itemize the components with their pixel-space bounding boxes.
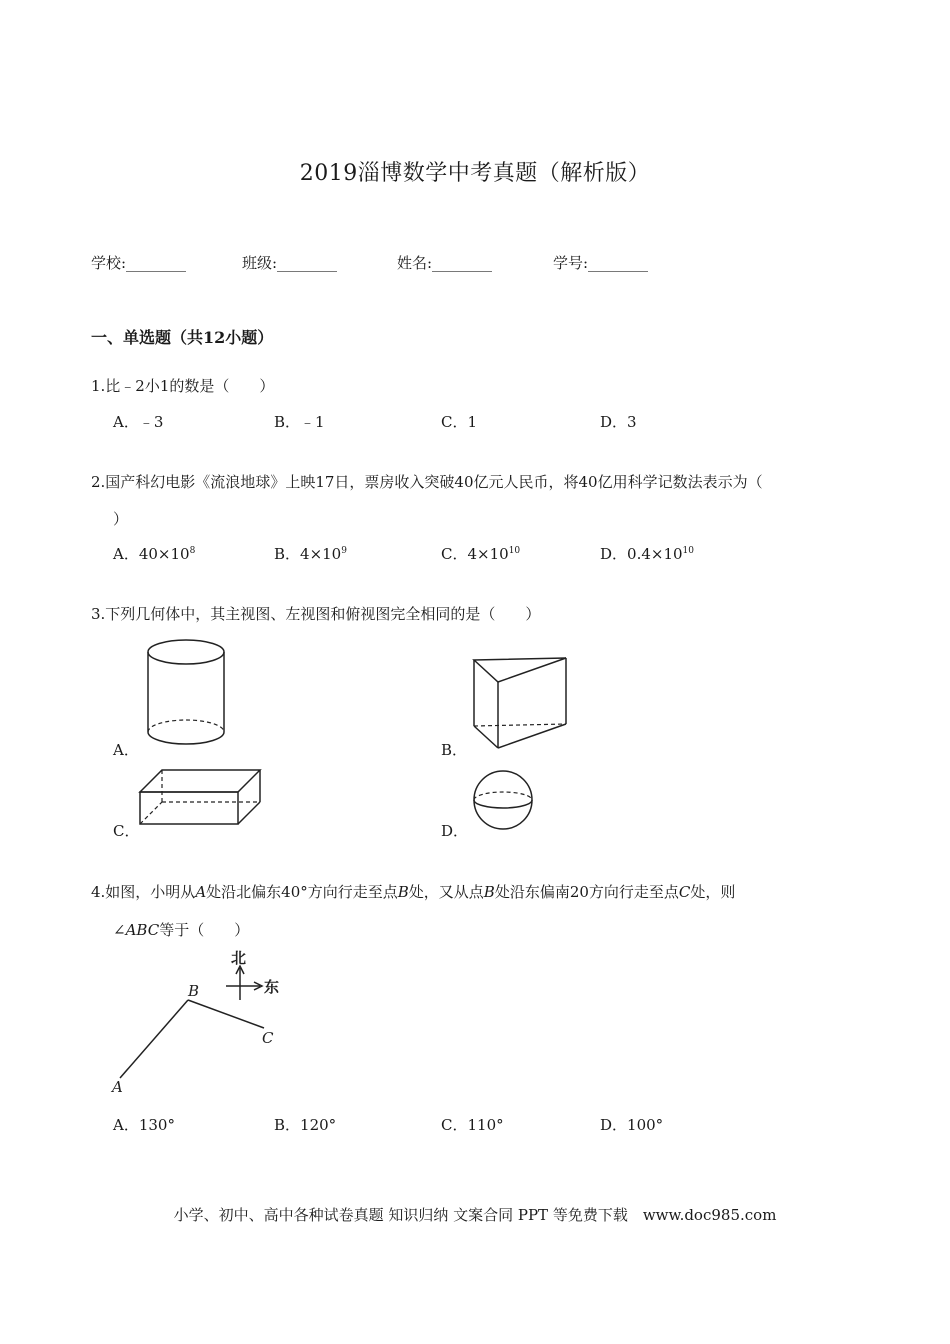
triangular-prism-figure [468, 652, 572, 752]
direction-diagram [108, 946, 294, 1096]
section-title: 一、单选题（共12小题） [91, 328, 274, 347]
question-1-option-c: C．1 [441, 413, 478, 431]
name-field: 姓名:________ [397, 254, 493, 272]
question-1-stem: 1.比﹣2小1的数是（ ） [91, 377, 275, 395]
question-4-stem-line2: ∠ABC等于（ ） [113, 921, 250, 939]
point-a-label: A [112, 1078, 123, 1096]
number-field: 学号:________ [553, 254, 649, 272]
question-3-option-a: A． [113, 741, 139, 759]
school-field: 学校:________ [91, 254, 187, 272]
page-footer: 小学、初中、高中各种试卷真题 知识归纳 文案合同 PPT 等免费下载 www.doc985.com [173, 1206, 777, 1224]
east-label: 东 [264, 978, 280, 996]
question-2-option-c: C．$4\times 10^{10}$ [441, 545, 521, 563]
north-label: 北 [231, 949, 247, 967]
question-2-option-d: D．$0.4\times 10^{10}$ [600, 545, 694, 563]
question-2-stem: 2.国产科幻电影《流浪地球》上映17日，票房收入突破40亿元人民币，将40亿用科学记数法表示为（ [91, 473, 763, 491]
sphere-figure [470, 769, 536, 831]
question-1-option-a: A．﹣3 [113, 413, 164, 431]
point-c-label: C [262, 1029, 274, 1047]
question-3-option-b: B． [441, 741, 468, 759]
question-4-option-c: C．110° [441, 1116, 504, 1134]
segment-bc [188, 1000, 264, 1028]
question-1-option-b: B．﹣1 [274, 413, 325, 431]
question-3-stem: 3.下列几何体中，其主视图、左视图和俯视图完全相同的是（ ） [91, 605, 541, 623]
question-2-option-b: B．$4\times 10^9$ [274, 545, 347, 563]
question-4-option-d: D．100° [600, 1116, 664, 1134]
segment-ab [120, 1000, 188, 1078]
question-1-option-d: D．3 [600, 413, 637, 431]
question-4-option-a: A．130° [113, 1116, 175, 1134]
question-4-stem: 4.如图，小明从A处沿北偏东40°方向行走至点B处，又从点B处沿东偏南20方向行走至点C处，则 [91, 883, 736, 901]
page-title: 2019淄博数学中考真题（解析版） [299, 161, 651, 186]
cuboid-figure [136, 766, 264, 828]
point-b-label: B [188, 982, 200, 1000]
question-3-option-d: D． [441, 822, 469, 840]
class-field: 班级:________ [242, 254, 338, 272]
cylinder-figure [140, 636, 232, 752]
question-3-option-c: C． [113, 822, 140, 840]
question-2-stem-end: ） [113, 510, 129, 528]
question-2-option-a: A．$40\times 10^8$ [113, 545, 196, 563]
question-4-option-b: B．120° [274, 1116, 337, 1134]
